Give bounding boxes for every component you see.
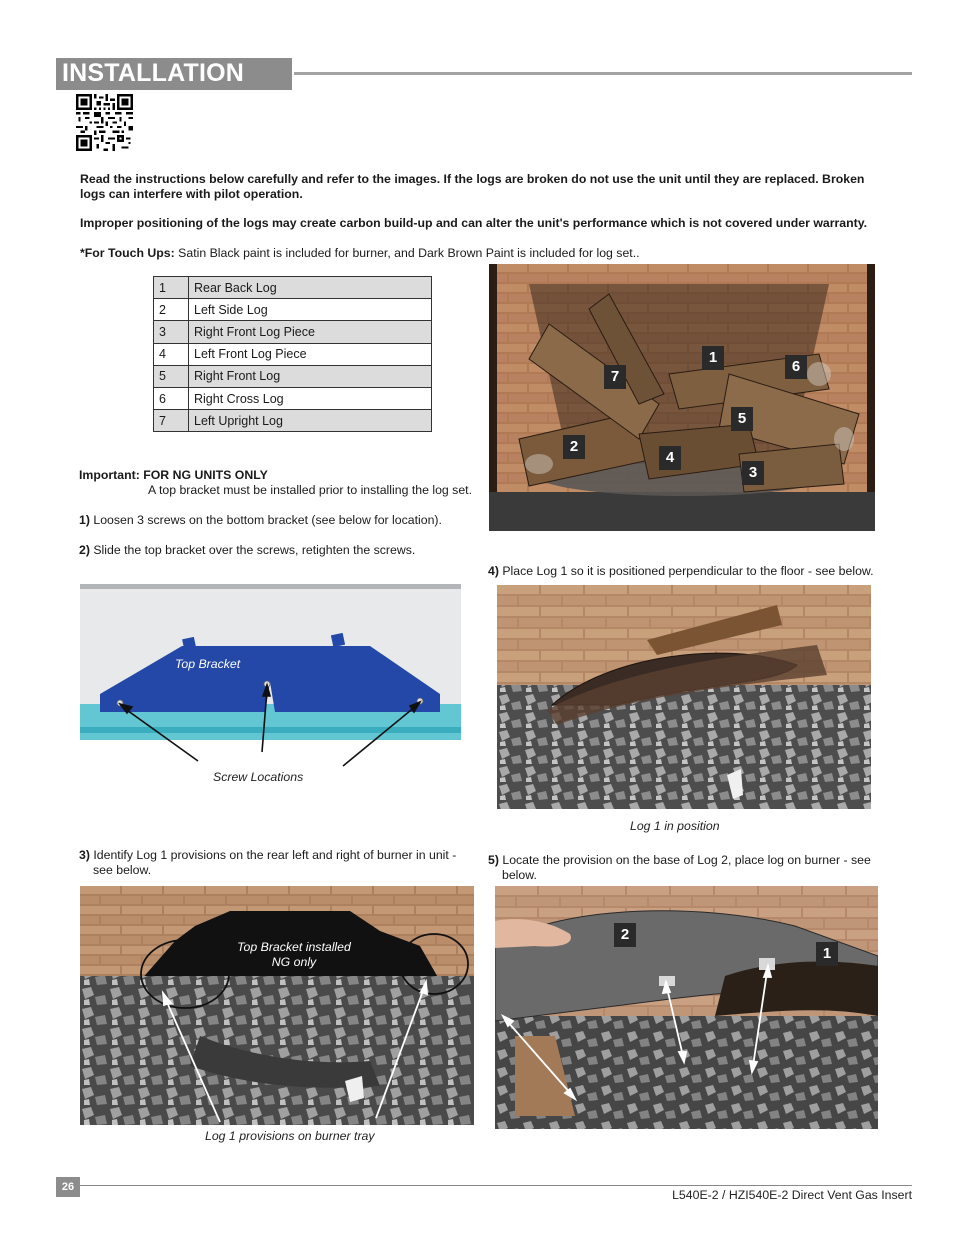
- log-label-tag: 5: [731, 407, 753, 431]
- log-label-tag: 4: [659, 446, 681, 470]
- part-number: 2: [154, 299, 189, 321]
- page-title: INSTALLATION: [62, 59, 245, 87]
- log-label-tag: 1: [816, 942, 838, 966]
- step-3-text: Identify Log 1 provisions on the rear left and right of burner in unit - see below.: [89, 848, 457, 877]
- part-name: Right Cross Log: [189, 387, 432, 409]
- table-row: [154, 343, 432, 365]
- touch-ups-label: *For Touch Ups:: [80, 246, 175, 260]
- touch-ups-text: Satin Black paint is included for burner, and Dark Brown Paint is included for log set..: [174, 246, 640, 260]
- step-2: [79, 543, 415, 558]
- part-name: Right Front Log Piece: [189, 321, 432, 343]
- part-name: Left Side Log: [189, 299, 432, 321]
- step-4-text: Place Log 1 so it is positioned perpendicular to the floor - see below.: [498, 564, 874, 578]
- step-4: [488, 564, 908, 579]
- table-row: [154, 299, 432, 321]
- provisions-caption: Log 1 provisions on burner tray: [205, 1129, 375, 1143]
- log-parts-table: [153, 276, 432, 432]
- part-number: 6: [154, 387, 189, 409]
- log-set-photo: [489, 264, 875, 531]
- part-number: 7: [154, 410, 189, 432]
- log1-position-photo: [497, 585, 871, 809]
- table-row: [154, 321, 432, 343]
- log-label-tag: 1: [702, 346, 724, 370]
- part-number: 3: [154, 321, 189, 343]
- intro-carbon-paragraph: Improper positioning of the logs may create carbon build-up and can alter the unit's performance which is not covered under warranty.: [80, 216, 868, 230]
- footer-model-text: L540E-2 / HZI540E-2 Direct Vent Gas Insert: [672, 1188, 912, 1202]
- footer-rule: [80, 1185, 912, 1186]
- top-bracket-overlay: [234, 940, 354, 970]
- step-3: [79, 848, 471, 878]
- part-name: Right Front Log: [189, 365, 432, 387]
- log-label-tag: 7: [604, 365, 626, 389]
- top-bracket-label: Top Bracket: [175, 657, 241, 671]
- log1-provisions-photo: [80, 886, 474, 1125]
- part-number: 5: [154, 365, 189, 387]
- table-row: [154, 365, 432, 387]
- intro-warning-paragraph: Read the instructions below carefully and refer to the images. If the logs are broken do not use the unit until they are replaced. Broken logs can interfere with pilot operation.: [80, 172, 865, 201]
- log2-placement-photo: [495, 886, 878, 1129]
- step-1-text: Loosen 3 screws on the bottom bracket (see below for location).: [89, 513, 442, 527]
- top-bracket-overlay-line2: NG only: [271, 955, 317, 969]
- step-5-text: Locate the provision on the base of Log 2, place log on burner - see below.: [498, 853, 871, 882]
- log-label-tag: 2: [614, 923, 636, 947]
- step-5: [488, 853, 888, 883]
- log-label-tag: 6: [785, 355, 807, 379]
- log-label-tag: 3: [742, 461, 764, 485]
- step-2-number: 2): [79, 543, 90, 557]
- table-row: [154, 277, 432, 299]
- step-2-text: Slide the top bracket over the screws, retighten the screws.: [89, 543, 416, 557]
- log1-position-caption: Log 1 in position: [630, 819, 720, 833]
- part-name: Left Front Log Piece: [189, 343, 432, 365]
- touch-ups-note: [80, 246, 680, 261]
- qr-code-icon[interactable]: [76, 94, 133, 151]
- part-number: 4: [154, 343, 189, 365]
- step-5-number: 5): [488, 853, 499, 867]
- header-rule: [294, 72, 912, 75]
- screw-locations-label: Screw Locations: [213, 770, 304, 784]
- bracket-diagram: [80, 584, 461, 784]
- table-row: [154, 387, 432, 409]
- log-label-tag: 2: [563, 435, 585, 459]
- step-1: [79, 513, 442, 528]
- top-bracket-overlay-line1: Top Bracket installed: [237, 940, 351, 954]
- part-number: 1: [154, 277, 189, 299]
- page-number: 26: [56, 1177, 80, 1197]
- step-1-number: 1): [79, 513, 90, 527]
- table-row: [154, 410, 432, 432]
- step-4-number: 4): [488, 564, 499, 578]
- part-name: Rear Back Log: [189, 277, 432, 299]
- part-name: Left Upright Log: [189, 410, 432, 432]
- important-text: A top bracket must be installed prior to installing the log set.: [148, 483, 472, 497]
- important-label: Important: FOR NG UNITS ONLY: [79, 468, 268, 482]
- step-3-number: 3): [79, 848, 90, 862]
